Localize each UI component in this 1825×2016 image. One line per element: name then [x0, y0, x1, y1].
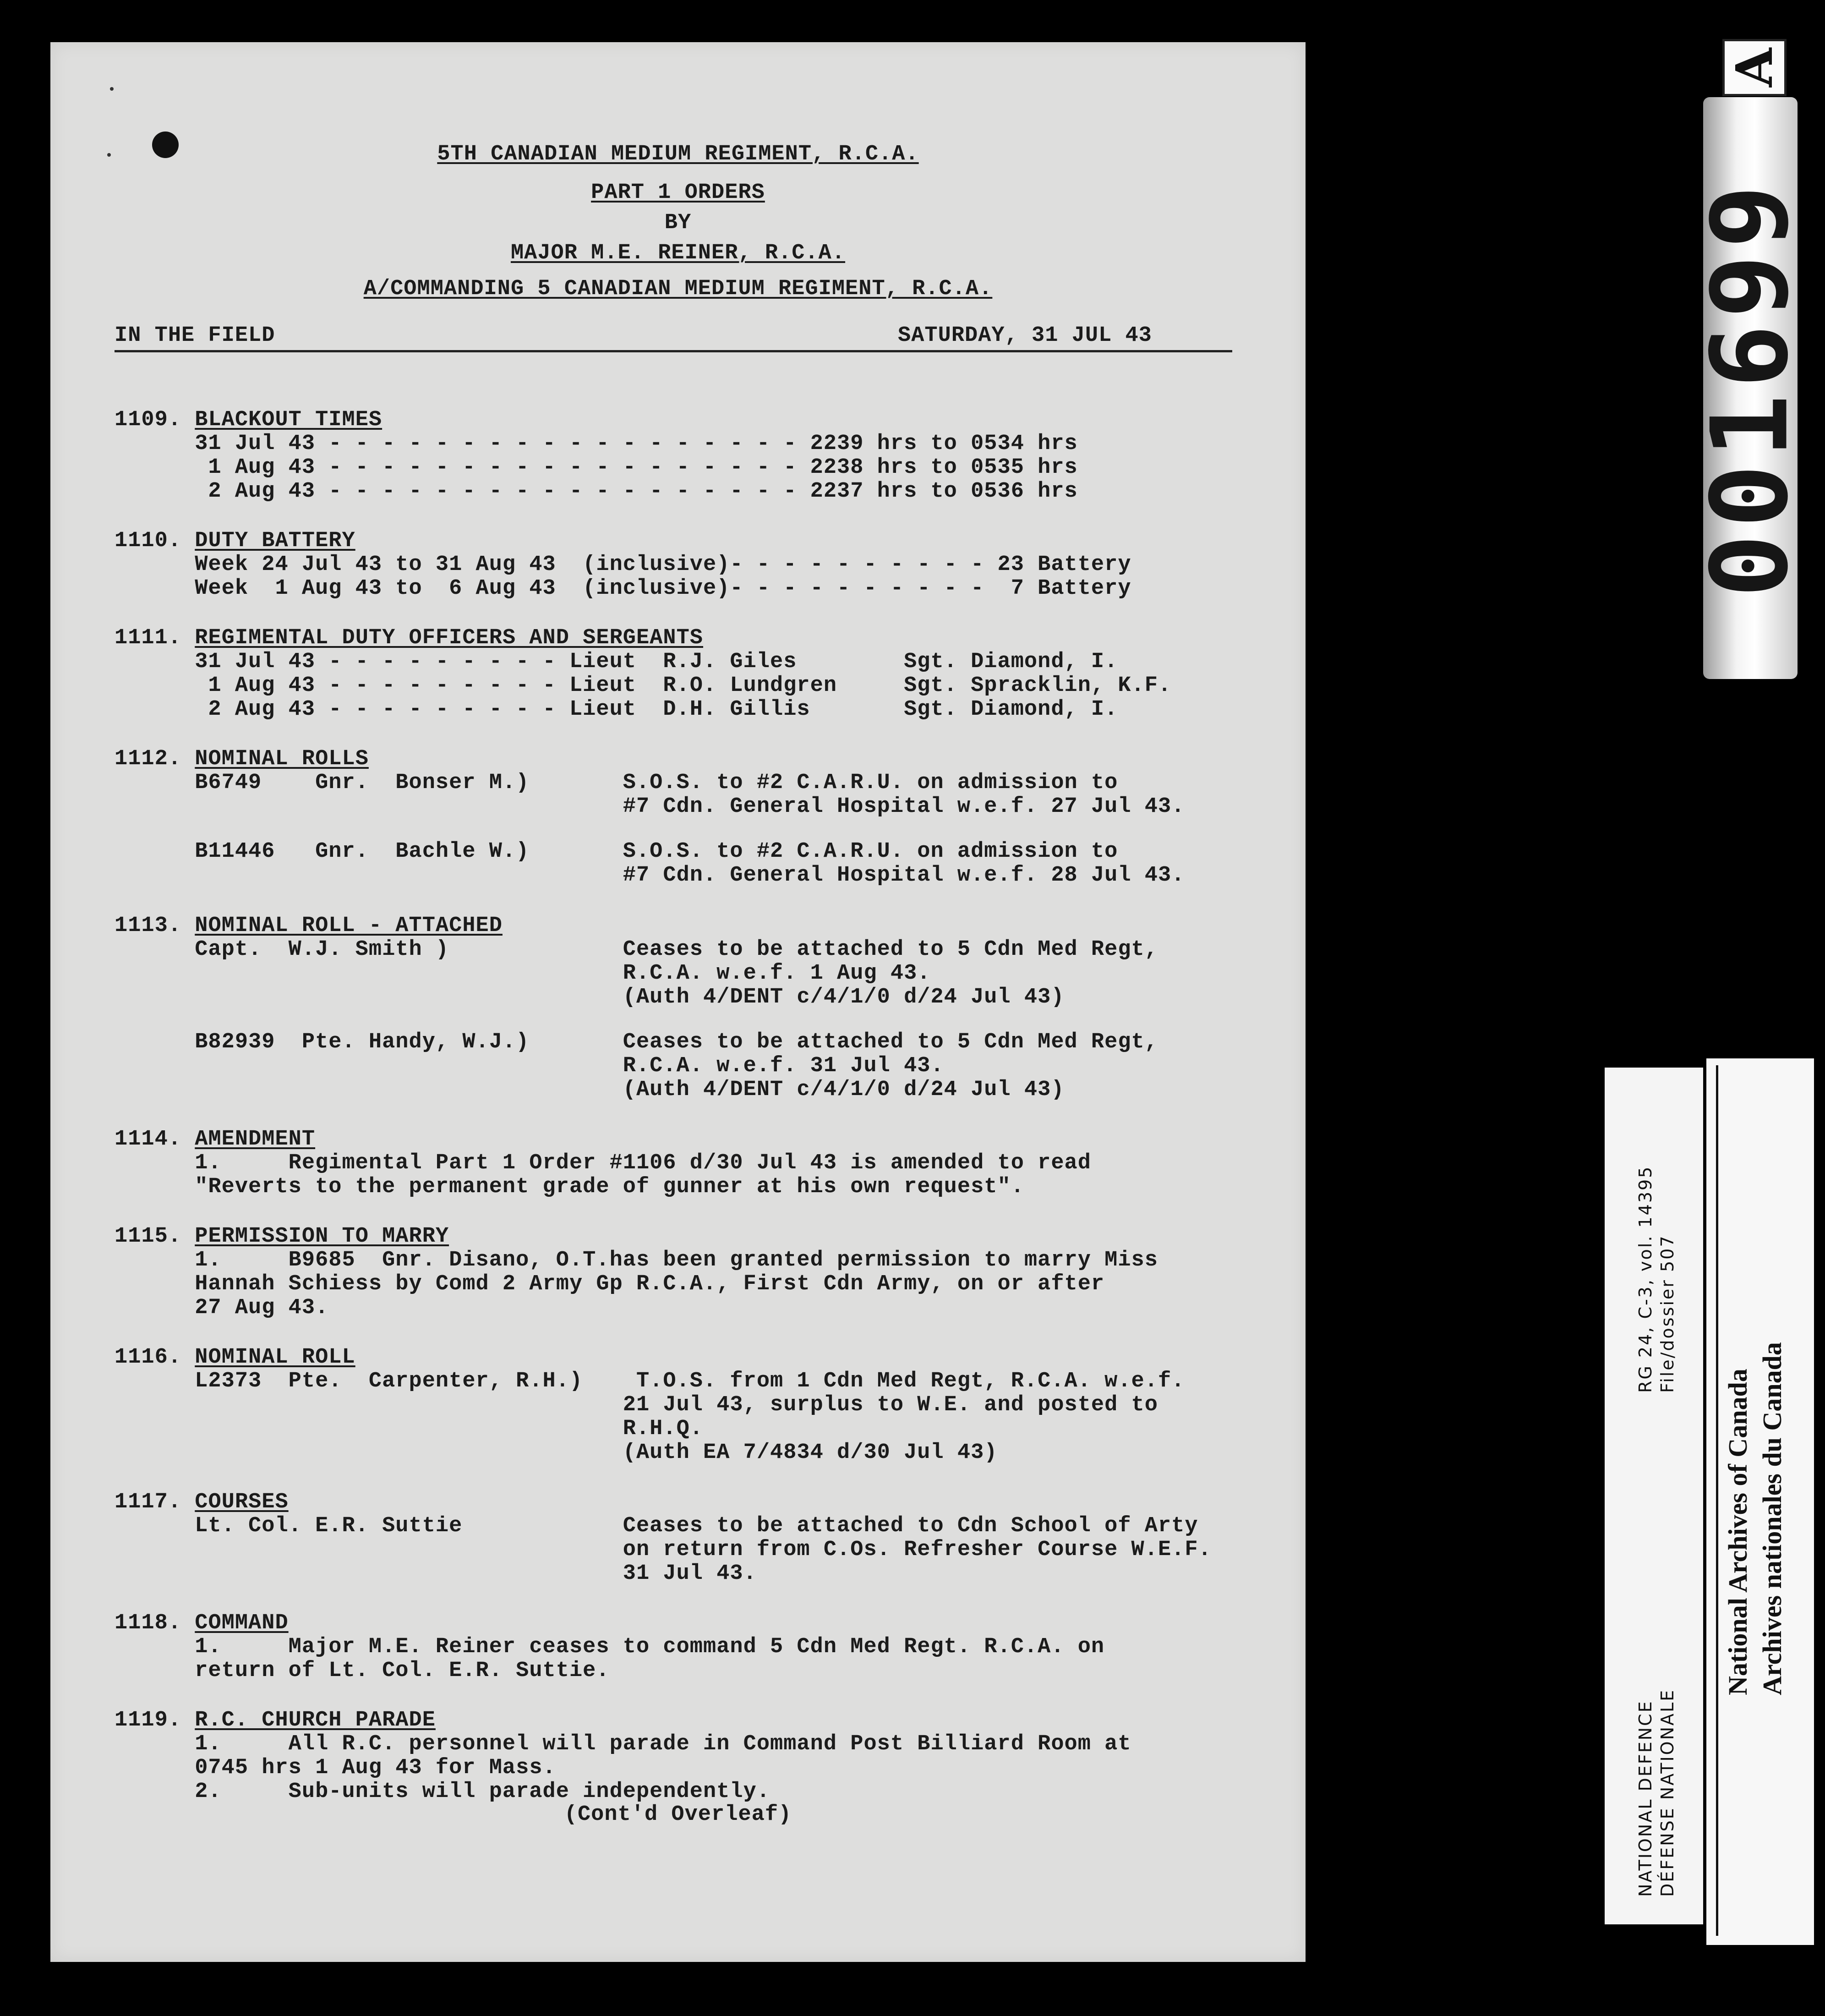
archive-line-1: National Archives of Canada	[1723, 1369, 1753, 1695]
order-heading-title: NOMINAL ROLLS	[195, 747, 369, 771]
order-line: #7 Cdn. General Hospital w.e.f. 27 Jul 43.	[115, 794, 1185, 819]
reference-line-4: DÉFENSE NATIONALE	[1657, 1688, 1677, 1897]
reference-line-1: RG 24, C-3, vol. 14395	[1635, 1165, 1656, 1393]
order-heading-title: DUTY BATTERY	[195, 529, 355, 553]
order-line: B6749 Gnr. Bonser M.) S.O.S. to #2 C.A.R.U. on admission to	[115, 771, 1118, 795]
order-line: B82939 Pte. Handy, W.J.) Ceases to be attached to 5 Cdn Med Regt,	[115, 1030, 1158, 1054]
order-heading-title: BLACKOUT TIMES	[195, 408, 382, 432]
order-line: (Auth 4/DENT c/4/1/0 d/24 Jul 43)	[115, 1078, 1065, 1102]
order-line: 31 Jul 43 - - - - - - - - - - - - - - - - - - 2239 hrs to 0534 hrs	[115, 432, 1078, 456]
order-line: 1. Regimental Part 1 Order #1106 d/30 Jul 43 is amended to read	[115, 1151, 1091, 1175]
order-line: return of Lt. Col. E.R. Suttie.	[115, 1659, 610, 1683]
order-line: Lt. Col. E.R. Suttie Ceases to be attached to Cdn School of Arty	[115, 1514, 1198, 1538]
command-line: A/COMMANDING 5 CANADIAN MEDIUM REGIMENT, R.C.A.	[363, 277, 993, 301]
issuing-officer: MAJOR M.E. REINER, R.C.A.	[510, 241, 846, 265]
order-heading: 1110. DUTY BATTERY	[115, 529, 355, 553]
order-heading: 1112. NOMINAL ROLLS	[115, 747, 369, 771]
order-heading: 1115. PERMISSION TO MARRY	[115, 1224, 449, 1249]
order-line: 2 Aug 43 - - - - - - - - - Lieut D.H. Gillis Sgt. Diamond, I.	[115, 697, 1118, 722]
location-text: IN THE FIELD	[115, 323, 275, 348]
order-line: 1. B9685 Gnr. Disano, O.T.has been granted permission to marry Miss	[115, 1248, 1158, 1272]
order-heading-title: COMMAND	[195, 1611, 289, 1635]
order-heading: 1109. BLACKOUT TIMES	[115, 408, 382, 432]
order-line: 1. All R.C. personnel will parade in Command Post Billiard Room at	[115, 1732, 1131, 1756]
order-line: 31 Jul 43 - - - - - - - - - Lieut R.J. Giles Sgt. Diamond, I.	[115, 650, 1118, 674]
date-text: SATURDAY, 31 JUL 43	[898, 323, 1152, 348]
order-line: Hannah Schiess by Comd 2 Army Gp R.C.A., First Cdn Army, on or after	[115, 1272, 1105, 1296]
order-heading: 1111. REGIMENTAL DUTY OFFICERS AND SERGEANTS	[115, 626, 704, 650]
order-line: L2373 Pte. Carpenter, R.H.) T.O.S. from 1 Cdn Med Regt, R.C.A. w.e.f.	[115, 1369, 1185, 1393]
order-line: 1. Major M.E. Reiner ceases to command 5 Cdn Med Regt. R.C.A. on	[115, 1635, 1105, 1659]
order-heading-title: NOMINAL ROLL	[195, 1345, 355, 1370]
order-line: (Auth 4/DENT c/4/1/0 d/24 Jul 43)	[115, 985, 1065, 1009]
order-line: Week 24 Jul 43 to 31 Aug 43 (inclusive)- - - - - - - - - - 23 Battery	[115, 553, 1131, 577]
order-line: R.H.Q.	[115, 1417, 704, 1441]
order-line: 1 Aug 43 - - - - - - - - - - - - - - - - - - 2238 hrs to 0535 hrs	[115, 455, 1078, 480]
issued-by-label: BY	[664, 211, 692, 235]
order-heading-title: R.C. CHURCH PARADE	[195, 1708, 436, 1732]
order-heading-title: COURSES	[195, 1490, 289, 1514]
order-line: 0745 hrs 1 Aug 43 for Mass.	[115, 1756, 556, 1780]
document-title: 5TH CANADIAN MEDIUM REGIMENT, R.C.A.	[437, 142, 919, 166]
paper-speck	[110, 87, 114, 91]
reference-line-2: File/dossier 507	[1657, 1234, 1677, 1393]
order-line: Capt. W.J. Smith ) Ceases to be attached to 5 Cdn Med Regt,	[115, 937, 1158, 962]
order-line: 2. Sub-units will parade independently.	[115, 1780, 770, 1804]
order-line: Week 1 Aug 43 to 6 Aug 43 (inclusive)- - - - - - - - - - 7 Battery	[115, 576, 1131, 601]
order-line: R.C.A. w.e.f. 1 Aug 43.	[115, 961, 931, 986]
document-subtitle: PART 1 ORDERS	[591, 181, 765, 205]
order-line: #7 Cdn. General Hospital w.e.f. 28 Jul 43.	[115, 863, 1185, 887]
archive-line-2: Archives nationales du Canada	[1757, 1342, 1787, 1695]
order-line: B11446 Gnr. Bachle W.) S.O.S. to #2 C.A.R.U. on admission to	[115, 839, 1118, 864]
order-heading: 1116. NOMINAL ROLL	[115, 1345, 355, 1370]
order-line: "Reverts to the permanent grade of gunner at his own request".	[115, 1175, 1024, 1199]
order-heading: 1114. AMENDMENT	[115, 1127, 316, 1151]
order-heading: 1118. COMMAND	[115, 1611, 289, 1635]
reel-number-label	[1689, 97, 1812, 679]
order-line: R.C.A. w.e.f. 31 Jul 43.	[115, 1054, 944, 1078]
order-line: (Auth EA 7/4834 d/30 Jul 43)	[115, 1441, 998, 1465]
reel-number: 001699	[1689, 178, 1812, 598]
order-line: 21 Jul 43, surplus to W.E. and posted to	[115, 1393, 1158, 1417]
order-heading-title: NOMINAL ROLL - ATTACHED	[195, 914, 503, 938]
order-line: 27 Aug 43.	[115, 1296, 329, 1320]
order-line: on return from C.Os. Refresher Course W.E.F.	[115, 1538, 1212, 1562]
order-heading-title: AMENDMENT	[195, 1127, 316, 1151]
reel-tag	[1722, 39, 1787, 96]
order-heading-title: REGIMENTAL DUTY OFFICERS AND SERGEANTS	[195, 626, 704, 650]
document-page	[50, 42, 1306, 1962]
order-line: 1 Aug 43 - - - - - - - - - Lieut R.O. Lundgren Sgt. Spracklin, K.F.	[115, 674, 1172, 698]
reference-line-3: NATIONAL DEFENCE	[1635, 1700, 1656, 1897]
order-line: 2 Aug 43 - - - - - - - - - - - - - - - - - - 2237 hrs to 0536 hrs	[115, 479, 1078, 504]
archive-label-rule	[1716, 1065, 1718, 1936]
order-heading-title: PERMISSION TO MARRY	[195, 1224, 449, 1249]
order-line: 31 Jul 43.	[115, 1561, 757, 1586]
order-heading: 1119. R.C. CHURCH PARADE	[115, 1708, 436, 1732]
order-heading: 1113. NOMINAL ROLL - ATTACHED	[115, 914, 503, 938]
header-rule	[115, 350, 1232, 352]
continued-note: (Cont'd Overleaf)	[564, 1802, 792, 1827]
reel-letter: A	[1725, 48, 1784, 88]
order-heading: 1117. COURSES	[115, 1490, 289, 1514]
